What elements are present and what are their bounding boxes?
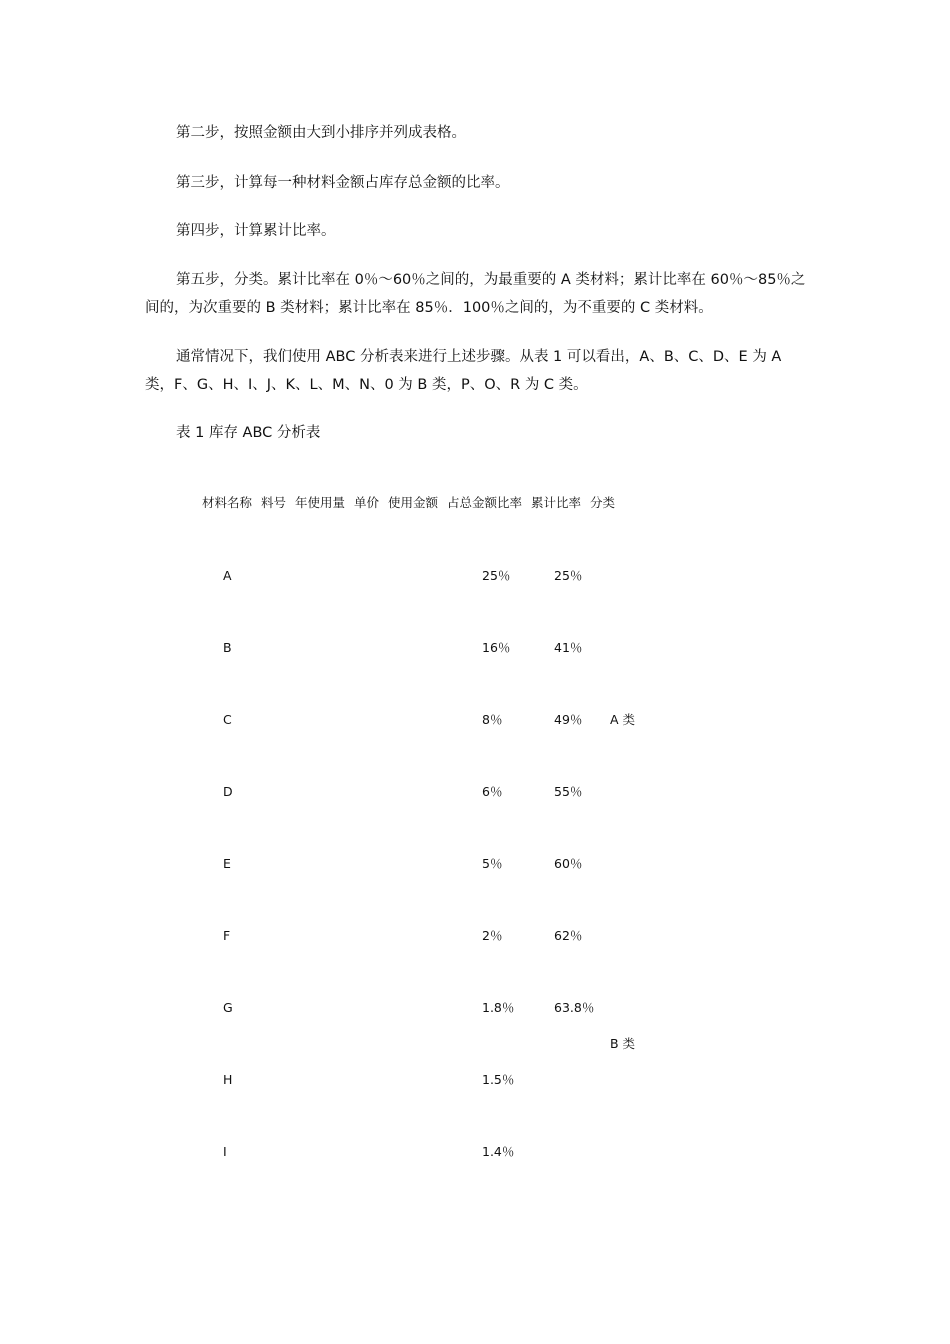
table-row-ratio: 1.8％ — [482, 1000, 515, 1015]
table-row-name: H — [223, 1072, 233, 1087]
table-row-cumulative: 25％ — [554, 568, 583, 583]
table-row-ratio: 25％ — [482, 568, 511, 583]
table-row-name: B — [223, 640, 232, 655]
class-label-b: B 类 — [610, 1036, 636, 1051]
paragraph-step-3: 第三步，计算每一种材料金额占库存总金额的比率。 — [176, 175, 510, 191]
paragraph-step-5: 第五步，分类。累计比率在 0％～60％之间的，为最重要的 A 类材料；累计比率在 60％～85％之间的，为次重要的 B 类材料；累计比率在 85％．100％之间的，为不重要的 C 类材料。 — [145, 272, 806, 316]
header-class: 分类 — [590, 495, 616, 510]
header-usage-amount: 使用金额 — [388, 495, 439, 510]
table-row-ratio: 8％ — [482, 712, 503, 727]
header-ratio: 占总金额比率 — [447, 495, 523, 510]
table-row-cumulative: 55％ — [554, 784, 583, 799]
table-row-cumulative: 63.8％ — [554, 1000, 595, 1015]
header-material-name: 材料名称 — [202, 495, 253, 510]
table-caption: 表 1 库存 ABC 分析表 — [176, 425, 321, 441]
paragraph-step-4: 第四步，计算累计比率。 — [176, 223, 336, 239]
table-row-name: G — [223, 1000, 233, 1015]
paragraph-step-2: 第二步，按照金额由大到小排序并列成表格。 — [176, 125, 466, 141]
table-row-cumulative: 60％ — [554, 856, 583, 871]
table-row-ratio: 5％ — [482, 856, 503, 871]
header-part-number: 料号 — [261, 495, 287, 510]
table-row-cumulative: 41％ — [554, 640, 583, 655]
table-row-name: F — [223, 928, 231, 943]
table-row-name: C — [223, 712, 232, 727]
class-label-a: A 类 — [610, 712, 636, 727]
paragraph-abc-summary: 通常情况下，我们使用 ABC 分析表来进行上述步骤。从表 1 可以看出，A、B、C、D、E 为 A 类，F、G、H、I、J、K、L、M、N、0 为 B 类，P、O、R 为 C 类。 — [145, 349, 782, 393]
table-row-ratio: 16％ — [482, 640, 511, 655]
table-row-ratio: 1.5％ — [482, 1072, 515, 1087]
table-row-ratio: 1.4％ — [482, 1144, 515, 1159]
table-row-name: A — [223, 568, 232, 583]
header-annual-usage: 年使用量 — [295, 495, 346, 510]
table-row-name: E — [223, 856, 231, 871]
table-row-cumulative: 49％ — [554, 712, 583, 727]
header-unit-price: 单价 — [354, 495, 380, 510]
table-row-name: I — [223, 1144, 227, 1159]
table-row-name: D — [223, 784, 233, 799]
table-row-ratio: 2％ — [482, 928, 503, 943]
table-header-row — [202, 492, 620, 514]
table-row-cumulative: 62％ — [554, 928, 583, 943]
table-row-ratio: 6％ — [482, 784, 503, 799]
header-cumulative-ratio: 累计比率 — [531, 495, 582, 510]
